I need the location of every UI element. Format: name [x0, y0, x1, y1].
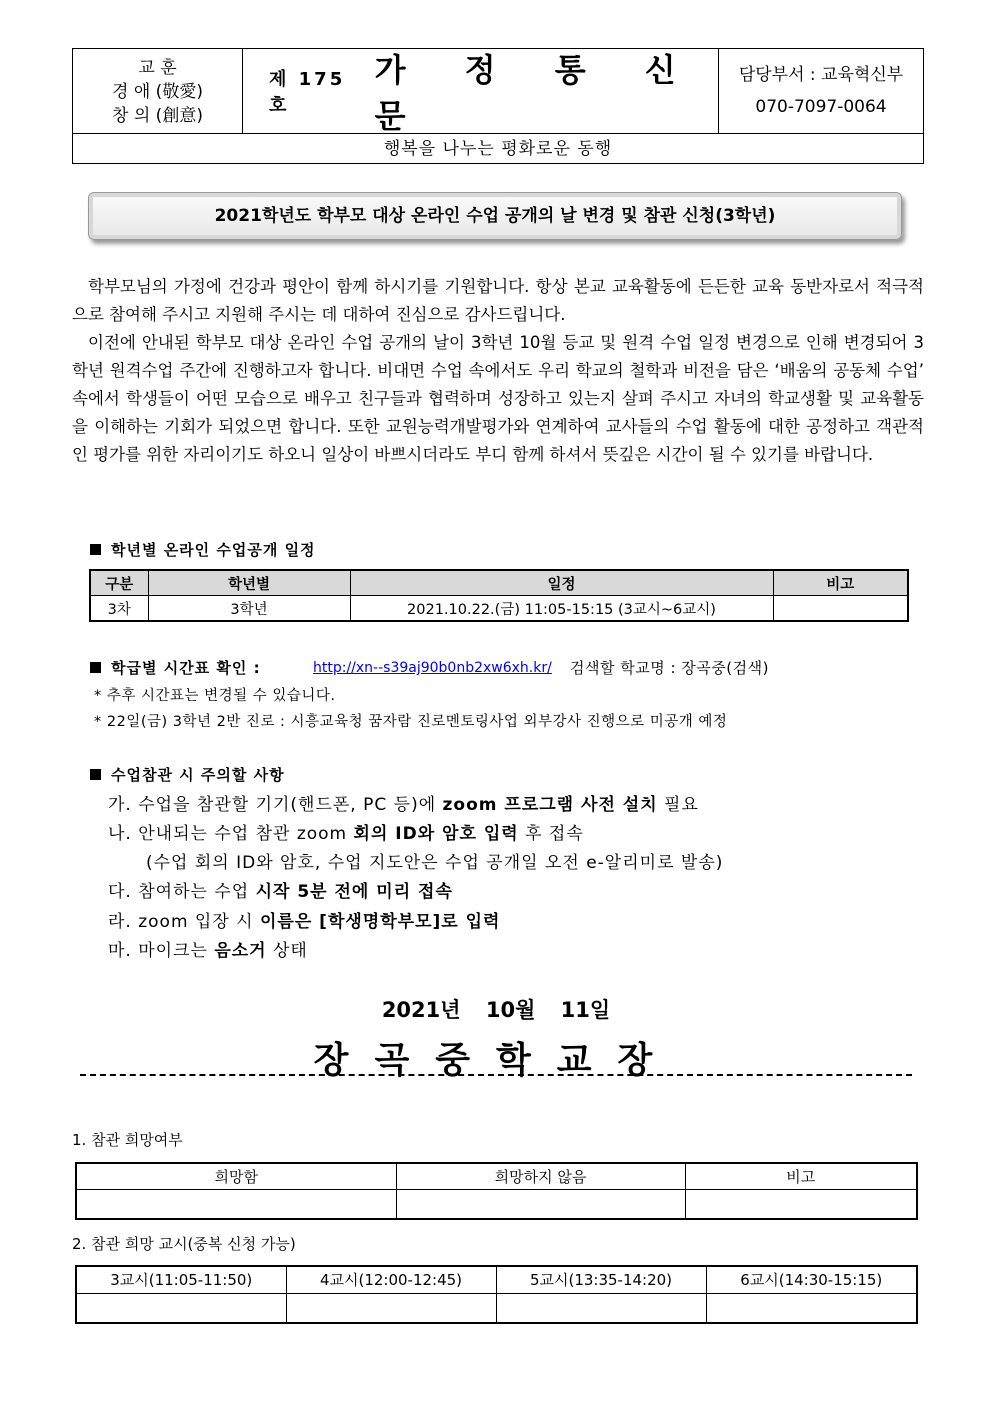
column-header: 희망하지 않음	[396, 1163, 685, 1189]
table-cell	[773, 596, 908, 622]
cut-line	[80, 1074, 912, 1076]
caution-item-e: 마. 마이크는 음소거 상태	[108, 941, 308, 961]
schedule-heading	[90, 539, 316, 560]
table-cell: 3학년	[148, 596, 350, 622]
school-search-hint: 검색할 학교명 : 장곡중(검색)	[570, 659, 769, 677]
square-bullet-icon	[90, 662, 101, 673]
square-bullet-icon	[90, 544, 101, 555]
square-bullet-icon	[90, 769, 101, 780]
newsletter-header	[72, 48, 924, 164]
schedule-table	[89, 569, 909, 622]
column-header: 구분	[90, 570, 148, 596]
timetable-heading	[90, 657, 261, 678]
caution-heading-text: 수업참관 시 주의할 사항	[111, 766, 285, 784]
column-header: 6교시(14:30-15:15)	[706, 1266, 917, 1293]
timetable-note-1: * 추후 시간표는 변경될 수 있습니다.	[94, 688, 336, 704]
period-choice-table	[75, 1265, 918, 1324]
column-header: 비고	[685, 1163, 917, 1189]
principal-signature: 장곡중학교장	[313, 1040, 679, 1081]
table-header-row	[76, 1266, 917, 1293]
timetable-note-2: * 22일(금) 3학년 2반 진로 : 시흥교육청 꿈자람 진로멘토링사업 외부강사 진행으로 미공개 예정	[94, 714, 728, 730]
column-header: 학년별	[148, 570, 350, 596]
question-1: 1. 참관 희망여부	[72, 1131, 183, 1149]
caution-item-c: 다. 참여하는 수업 시작 5분 전에 미리 접속	[108, 882, 453, 902]
column-header: 4교시(12:00-12:45)	[286, 1266, 496, 1293]
column-header: 일정	[350, 570, 773, 596]
caution-item-b-sub: (수업 회의 ID와 암호, 수업 지도안은 수업 공개일 오전 e-알리미로 발송)	[146, 853, 724, 873]
newsletter-title-cell	[243, 49, 719, 133]
caution-item-d: 라. zoom 입장 시 이름은 [학생명학부모]로 입력	[108, 912, 501, 932]
motto-line-1: 경 애 (敬愛)	[112, 82, 203, 102]
school-slogan: 행복을 나누는 평화로운 동행	[73, 133, 923, 164]
table-row	[76, 1293, 917, 1323]
school-motto	[73, 49, 243, 133]
table-row	[90, 596, 908, 622]
remarks-cell[interactable]	[685, 1189, 917, 1219]
contact-cell	[719, 49, 923, 133]
no-attend-cell[interactable]	[396, 1189, 685, 1219]
table-header-row	[90, 570, 908, 596]
period-3-cell[interactable]	[76, 1293, 286, 1323]
caution-heading	[90, 764, 285, 785]
caution-item-a: 가. 수업을 참관할 기기(핸드폰, PC 등)에 zoom 프로그램 사전 설치 필요	[108, 795, 699, 815]
column-header: 3교시(11:05-11:50)	[76, 1266, 286, 1293]
paragraph-main: 이전에 안내된 학부모 대상 온라인 수업 공개의 날이 3학년 10월 등교 및 원격 수업 일정 변경으로 인해 변경되어 3학년 원격수업 주간에 진행하고자 합니다. 비대면 수업 속에서도 우리 학교의 철학과 비전을 담은 ‘배움의 공동체 수업’ 속에서 학생들이 어떤 모습으로 배우고 친구들과 협력하며 성장하고 있는지 살펴 주시고 자녀의 학교생활 및 교육활동을 이해하는 기회가 되었으면 합니다. 또한 교원능력개발평가와 연계하여 교사들의 수업 활동에 대한 공정하고 객관적인 평가를 위한 자리이기도 하오니 일상이 바쁘시더라도 부디 함께 하셔서 뜻깊은 시간이 될 수 있기를 바랍니다.	[72, 333, 924, 464]
notice-banner: 2021학년도 학부모 대상 온라인 수업 공개의 날 변경 및 참관 신청(3학년)	[88, 192, 902, 240]
timetable-link[interactable]: http://xn--s39aj90b0nb2xw6xh.kr/	[313, 660, 552, 676]
column-header: 5교시(13:35-14:20)	[496, 1266, 706, 1293]
newsletter-title: 가 정 통 신 문	[374, 51, 700, 135]
column-header: 비고	[773, 570, 908, 596]
phone-number: 070-7097-0064	[755, 97, 887, 117]
column-header: 희망함	[76, 1163, 396, 1189]
caution-item-b: 나. 안내되는 수업 참관 zoom 회의 ID와 암호 입력 후 접속	[108, 824, 584, 844]
period-5-cell[interactable]	[496, 1293, 706, 1323]
department: 담당부서 : 교육혁신부	[738, 65, 904, 85]
table-cell: 2021.10.22.(금) 11:05-15:15 (3교시~6교시)	[350, 596, 773, 622]
motto-label: 교 훈	[138, 58, 177, 78]
issue-number: 제 175 호	[269, 69, 346, 116]
paragraph-greeting: 학부모님의 가정에 건강과 평안이 함께 하시기를 기원합니다. 항상 본교 교육활동에 든든한 교육 동반자로서 적극적으로 참여해 주시고 지원해 주시는 데 대하여 진심으로 감사드립니다.	[72, 277, 924, 324]
issue-date: 2021년 10월 11일	[381, 998, 611, 1022]
period-6-cell[interactable]	[706, 1293, 917, 1323]
schedule-heading-text: 학년별 온라인 수업공개 일정	[111, 541, 316, 559]
timetable-heading-text: 학급별 시간표 확인 :	[111, 659, 261, 677]
question-2: 2. 참관 희망 교시(중복 신청 가능)	[72, 1235, 296, 1253]
table-row	[76, 1189, 917, 1219]
motto-line-2: 창 의 (創意)	[112, 106, 203, 126]
wish-attend-cell[interactable]	[76, 1189, 396, 1219]
attendance-choice-table	[75, 1162, 918, 1220]
period-4-cell[interactable]	[286, 1293, 496, 1323]
table-cell: 3차	[90, 596, 148, 622]
table-header-row	[76, 1163, 917, 1189]
letter-body	[72, 273, 924, 469]
